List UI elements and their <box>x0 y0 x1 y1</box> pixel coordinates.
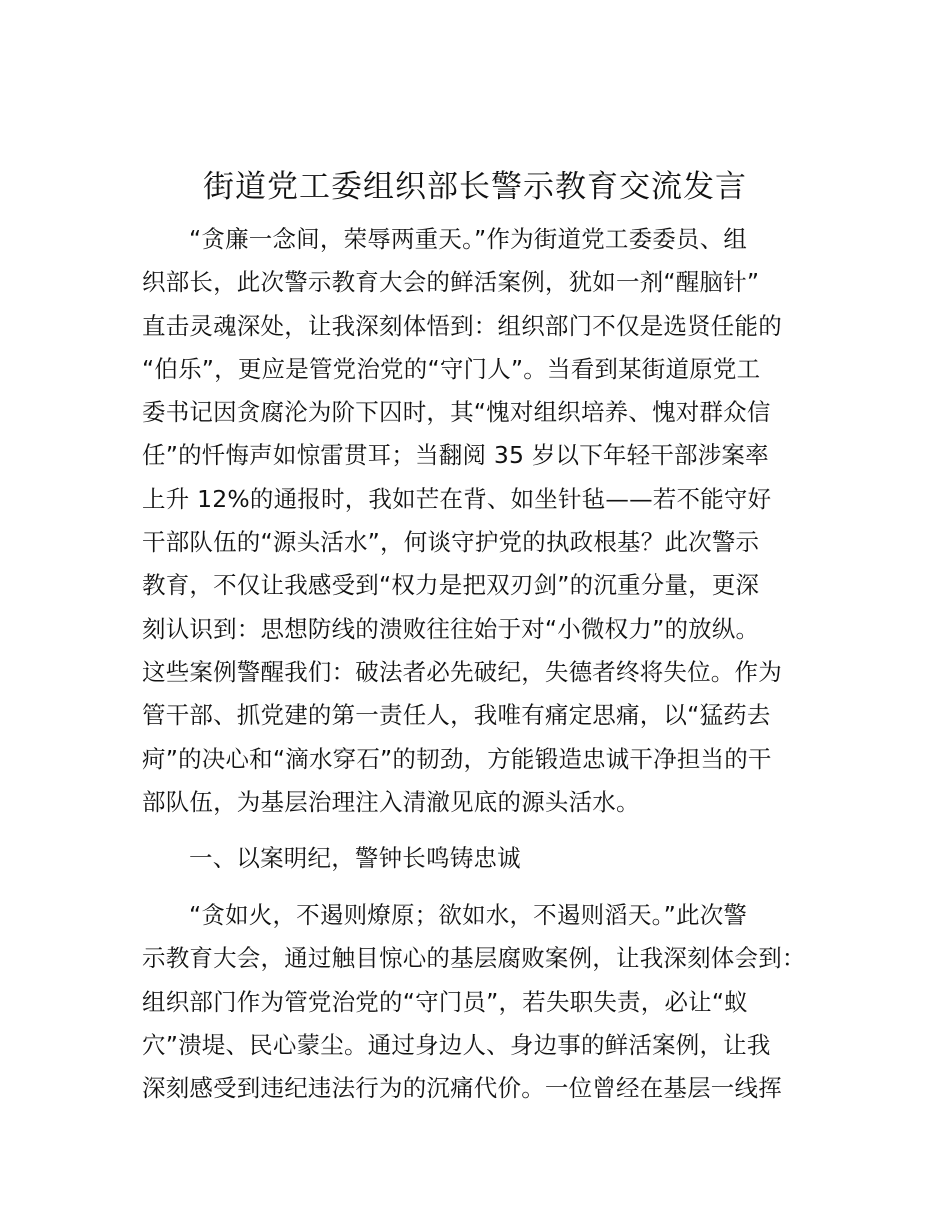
text-line: 上升 12%的通报时，我如芒在背、如坐针毡——若不能守好 <box>142 484 772 513</box>
text-line: 管干部、抓党建的第一责任人，我唯有痛定思痛，以“猛药去 <box>142 701 771 730</box>
text-line: 委书记因贪腐沦为阶下囚时，其“愧对组织培养、愧对群众信 <box>142 398 771 427</box>
text-line: 深刻感受到违纪违法行为的沉痛代价。一位曾经在基层一线挥 <box>142 1074 782 1103</box>
text-line: 刻认识到：思想防线的溃败往往始于对“小微权力”的放纵。 <box>142 614 760 643</box>
text-line: 织部长，此次警示教育大会的鲜活案例，犹如一剂“醒脑针” <box>142 268 760 297</box>
heading-1: 一、以案明纪，警钟长鸣铸忠诚 <box>189 844 521 872</box>
text-line: “伯乐”，更应是管党治党的“守门人”。当看到某街道原党工 <box>142 354 761 383</box>
document-title: 街道党工委组织部长警示教育交流发言 <box>203 169 747 205</box>
text-line: 部队伍，为基层治理注入清澈见底的源头活水。 <box>142 787 640 816</box>
text-line: 直击灵魂深处，让我深刻体悟到：组织部门不仅是选贤任能的 <box>142 311 782 340</box>
text-line: 干部队伍的“源头活水”，何谈守护党的执政根基？此次警示 <box>142 528 760 557</box>
paragraph-2 <box>142 894 837 1110</box>
text-line: 疴”的决心和“滴水穿石”的韧劲，方能锻造忠诚干净担当的干 <box>142 744 772 773</box>
text-line: 穴”溃堤、民心蒙尘。通过身边人、身边事的鲜活案例，让我 <box>142 1030 771 1059</box>
text-line: “贪如火，不遏则燎原；欲如水，不遏则滔天。”此次警 <box>189 901 748 929</box>
text-line: 任”的忏悔声如惊雷贯耳；当翻阅 35 岁以下年轻干部涉案率 <box>142 441 769 470</box>
section-heading <box>142 837 837 880</box>
text-line: “贪廉一念间，荣辱两重天。”作为街道党工委委员、组 <box>189 225 748 253</box>
paragraph-1 <box>142 218 837 824</box>
text-line: 教育，不仅让我感受到“权力是把双刃剑”的沉重分量，更深 <box>142 571 760 600</box>
text-line: 这些案例警醒我们：破法者必先破纪，失德者终将失位。作为 <box>142 657 782 686</box>
text-line: 组织部门作为管党治党的“守门员”，若失职失责，必让“蚁 <box>142 987 748 1016</box>
text-line: 示教育大会，通过触目惊心的基层腐败案例，让我深刻体会到： <box>142 944 806 973</box>
